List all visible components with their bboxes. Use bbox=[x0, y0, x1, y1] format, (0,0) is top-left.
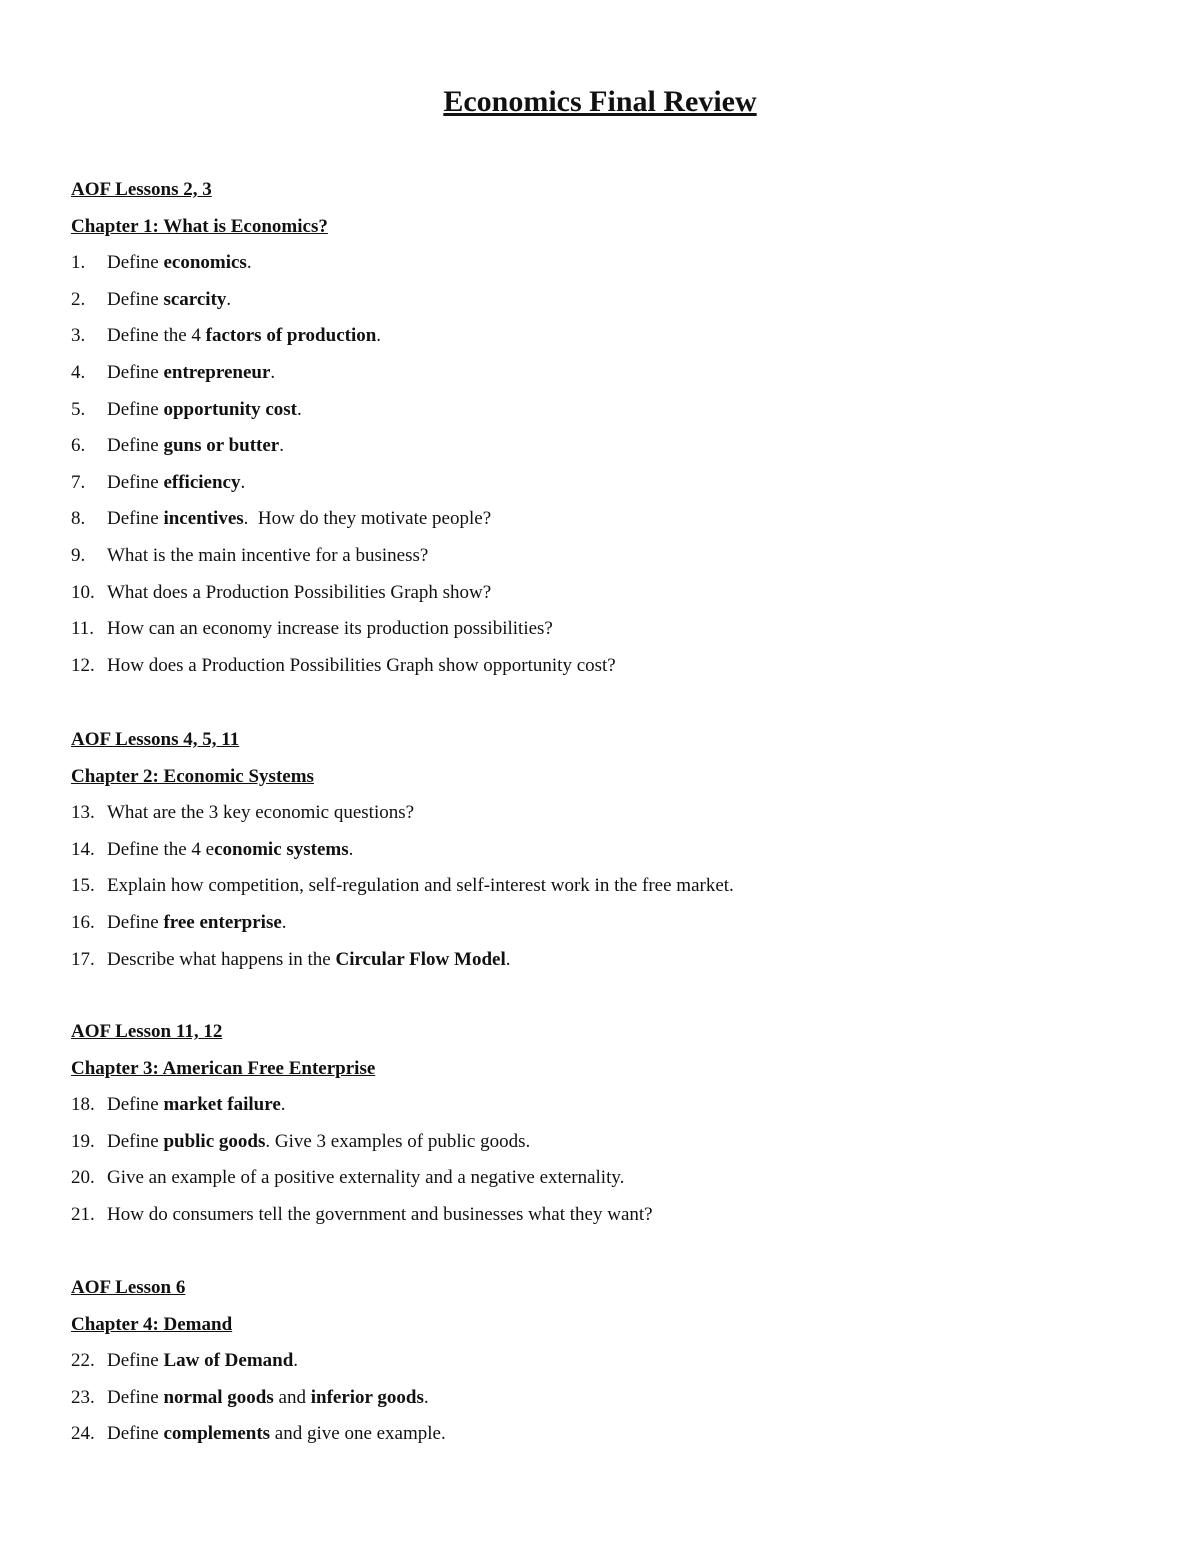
list-item: 23. Define normal goods and inferior goods. bbox=[71, 1386, 429, 1408]
section-chapter-2 bbox=[71, 722, 1151, 978]
list-item: 22. Define Law of Demand. bbox=[71, 1350, 299, 1372]
list-item: 7. Define efficiency. bbox=[71, 471, 246, 493]
list-item: 16. Define free enterprise. bbox=[71, 911, 287, 933]
list-item: 24. Define complements and give one example. bbox=[71, 1423, 446, 1445]
chapter-heading: Chapter 3: American Free Enterprise bbox=[71, 1057, 376, 1079]
list-item: 3. Define the 4 factors of production. bbox=[71, 325, 382, 347]
lesson-heading: AOF Lesson 11, 12 bbox=[71, 1021, 223, 1042]
list-item: 21. How do consumers tell the government and businesses what they want? bbox=[71, 1203, 653, 1225]
section-chapter-1 bbox=[71, 172, 1151, 684]
list-item: 15. Explain how competition, self-regulation and self-interest work in the free market. bbox=[71, 875, 734, 897]
list-item: 6. Define guns or butter. bbox=[71, 435, 284, 457]
list-item: 4. Define entrepreneur. bbox=[71, 361, 276, 383]
section-chapter-4 bbox=[71, 1270, 1151, 1453]
list-item: 19. Define public goods. Give 3 examples of public goods. bbox=[71, 1130, 531, 1152]
list-item: 11. How can an economy increase its production possibilities? bbox=[71, 618, 553, 640]
list-item: 20. Give an example of a positive externality and a negative externality. bbox=[71, 1167, 625, 1189]
list-item: 5. Define opportunity cost. bbox=[71, 398, 302, 420]
chapter-heading: Chapter 2: Economic Systems bbox=[71, 765, 314, 787]
list-item: 12. How does a Production Possibilities Graph show opportunity cost? bbox=[71, 654, 616, 676]
section-chapter-3 bbox=[71, 1014, 1151, 1234]
list-item: 17. Describe what happens in the Circular Flow Model. bbox=[71, 948, 511, 970]
list-item: 9. What is the main incentive for a business? bbox=[71, 544, 429, 566]
list-item: 10. What does a Production Possibilities Graph show? bbox=[71, 581, 492, 603]
lesson-heading: AOF Lesson 6 bbox=[71, 1277, 186, 1298]
list-item: 13. What are the 3 key economic questions? bbox=[71, 802, 415, 824]
list-item: 1. Define economics. bbox=[71, 252, 252, 274]
chapter-heading: Chapter 4: Demand bbox=[71, 1313, 233, 1335]
lesson-heading: AOF Lessons 2, 3 bbox=[71, 179, 212, 200]
list-item: 14. Define the 4 economic systems. bbox=[71, 838, 354, 860]
document-title: Economics Final Review bbox=[443, 85, 757, 118]
lesson-heading: AOF Lessons 4, 5, 11 bbox=[71, 729, 240, 750]
list-item: 18. Define market failure. bbox=[71, 1094, 286, 1116]
chapter-heading: Chapter 1: What is Economics? bbox=[71, 215, 328, 237]
list-item: 2. Define scarcity. bbox=[71, 288, 232, 310]
list-item: 8. Define incentives. How do they motivate people? bbox=[71, 508, 492, 530]
